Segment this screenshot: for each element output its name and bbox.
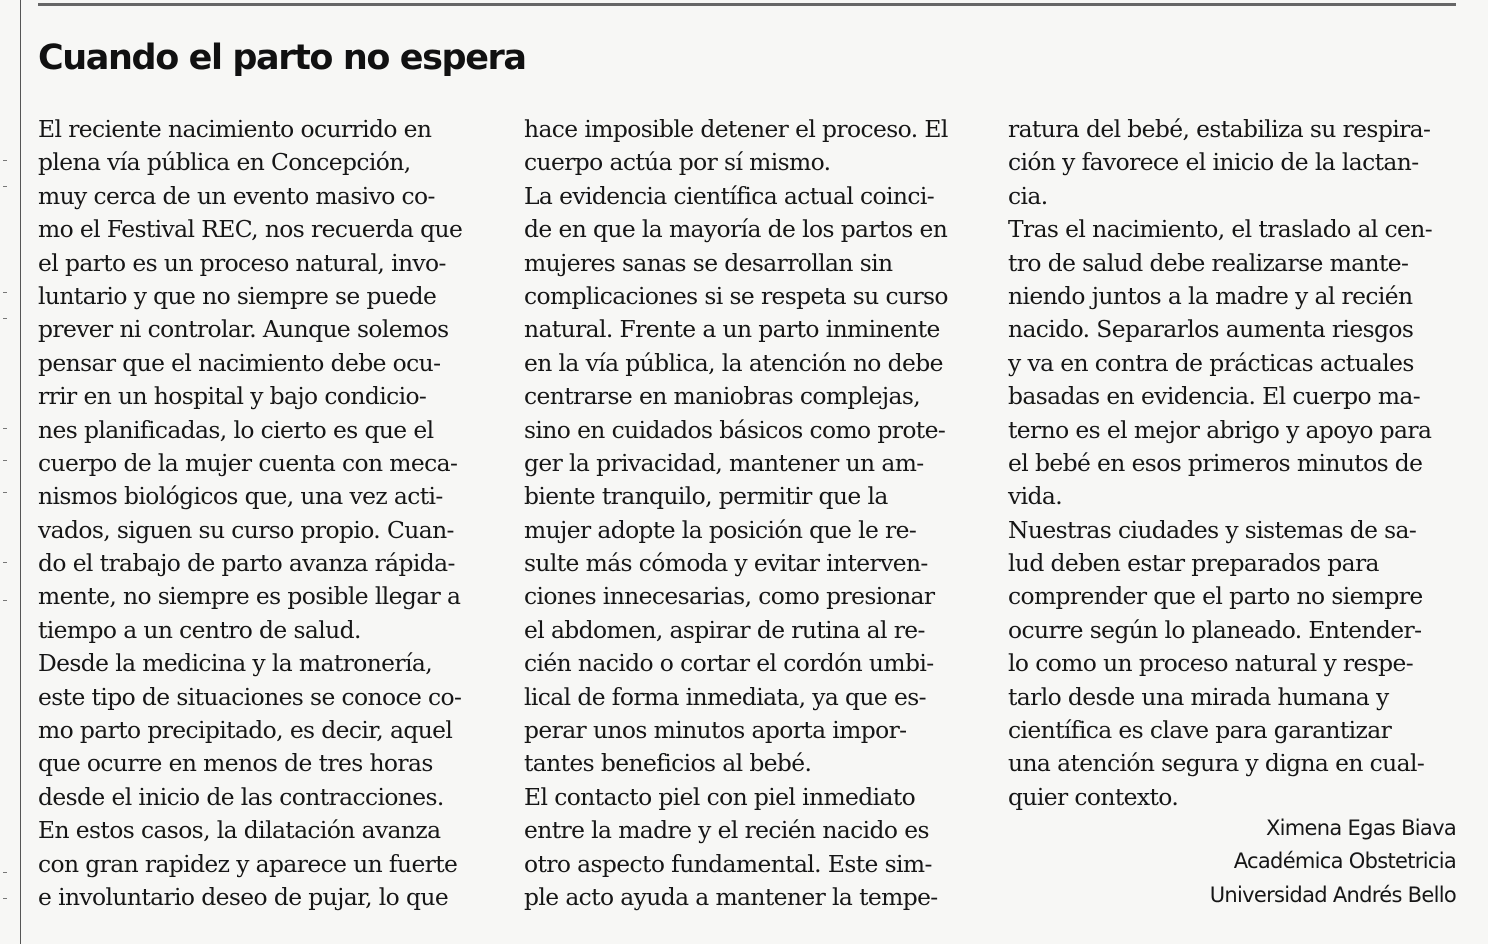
text-line: lical de forma inmediata, ya que es- (524, 682, 926, 711)
text-line: lud deben estar preparados para (1008, 549, 1379, 578)
margin-tick (3, 562, 7, 563)
text-line: hace imposible detener el proceso. El (524, 115, 948, 143)
text-line: cuerpo de la mujer cuenta con meca- (38, 448, 458, 477)
text-line: ger la privacidad, mantener un am- (524, 448, 924, 477)
margin-tick (3, 600, 7, 601)
text-line: el abdomen, aspirar de rutina al re- (524, 615, 925, 644)
text-line: natural. Frente a un parto inminente (524, 315, 940, 344)
text-line: biente tranquilo, permitir que la (524, 482, 888, 511)
text-line: niendo juntos a la madre y al recién (1008, 281, 1413, 310)
text-line: tiempo a un centro de salud. (38, 615, 361, 644)
text-line: prever ni controlar. Aunque solemos (38, 315, 449, 344)
text-line: cuerpo actúa por sí mismo. (524, 148, 831, 177)
left-column-rule (20, 0, 21, 944)
text-line: cia. (1008, 181, 1048, 210)
text-line: mo el Festival REC, nos recuerda que (38, 215, 463, 244)
text-line: entre la madre y el recién nacido es (524, 816, 929, 845)
margin-tick (3, 160, 7, 161)
text-line: lo como un proceso natural y respe- (1008, 649, 1414, 678)
text-line: el bebé en esos primeros minutos de (1008, 448, 1423, 477)
article-headline: Cuando el parto no espera (38, 38, 526, 78)
margin-tick (3, 318, 7, 319)
text-line: vida. (1008, 482, 1063, 511)
text-line: cién nacido o cortar el cordón umbi- (524, 649, 934, 678)
author-name: Ximena Egas Biava (1265, 816, 1456, 840)
text-line: do el trabajo de parto avanza rápida- (38, 549, 455, 578)
text-line: luntario y que no siempre se puede (38, 281, 437, 310)
text-line: tro de salud debe realizarse mante- (1008, 248, 1409, 277)
text-line: mujer adopte la posición que le re- (524, 515, 917, 544)
text-line: sino en cuidados básicos como prote- (524, 415, 946, 444)
text-line: terno es el mejor abrigo y apoyo para (1008, 415, 1432, 444)
text-line: que ocurre en menos de tres horas (38, 749, 433, 778)
text-line: Nuestras ciudades y sistemas de sa- (1008, 515, 1417, 544)
text-line: científica es clave para garantizar (1008, 716, 1392, 745)
text-line: e involuntario deseo de pujar, lo que (38, 882, 449, 911)
top-rule (38, 3, 1456, 6)
margin-tick (3, 872, 7, 873)
text-line: este tipo de situaciones se conoce co- (38, 682, 462, 711)
author-signature (1210, 812, 1456, 912)
text-line: mo parto precipitado, es decir, aquel (38, 716, 453, 745)
text-line: otro aspecto fundamental. Este sim- (524, 849, 932, 878)
author-role: Académica Obstetricia (1233, 849, 1456, 874)
margin-tick (3, 492, 7, 493)
text-line: sulte más cómoda y evitar interven- (524, 549, 928, 578)
text-line: pensar que el nacimiento debe ocu- (38, 348, 441, 377)
author-institution: Universidad Andrés Bello (1209, 882, 1456, 907)
text-line: tantes beneficios al bebé. (524, 749, 812, 778)
text-line: plena vía pública en Concepción, (38, 148, 411, 177)
text-line: El reciente nacimiento ocurrido en (38, 115, 432, 143)
text-line: perar unos minutos aporta impor- (524, 716, 907, 745)
text-line: quier contexto. (1008, 782, 1179, 811)
text-line: ciones innecesarias, como presionar (524, 582, 935, 611)
text-line: nismos biológicos que, una vez acti- (38, 482, 443, 511)
text-line: el parto es un proceso natural, invo- (38, 248, 446, 277)
text-line: rrir en un hospital y bajo condicio- (38, 382, 427, 411)
text-line: muy cerca de un evento masivo co- (38, 181, 435, 210)
text-line: basadas en evidencia. El cuerpo ma- (1008, 382, 1421, 411)
text-line: Desde la medicina y la matronería, (38, 649, 433, 678)
text-line: comprender que el parto no siempre (1008, 582, 1423, 611)
text-line: y va en contra de prácticas actuales (1008, 348, 1414, 377)
margin-tick (3, 292, 7, 293)
text-line: El contacto piel con piel inmediato (524, 782, 916, 811)
article-column-2 (524, 113, 948, 914)
text-line: complicaciones si se respeta su curso (524, 281, 948, 310)
article-column-1 (38, 113, 462, 914)
text-line: mujeres sanas se desarrollan sin (524, 248, 893, 277)
text-line: Tras el nacimiento, el traslado al cen- (1008, 215, 1433, 244)
margin-tick (3, 428, 7, 429)
text-line: vados, siguen su curso propio. Cuan- (38, 515, 454, 544)
text-line: En estos casos, la dilatación avanza (38, 816, 441, 845)
text-line: nes planificadas, lo cierto es que el (38, 415, 434, 444)
text-line: ratura del bebé, estabiliza su respira- (1008, 115, 1431, 143)
text-line: centrarse en maniobras complejas, (524, 382, 921, 411)
text-line: mente, no siempre es posible llegar a (38, 582, 461, 611)
text-line: tarlo desde una mirada humana y (1008, 682, 1389, 711)
text-line: ocurre según lo planeado. Entender- (1008, 615, 1422, 644)
margin-tick (3, 460, 7, 461)
text-line: ple acto ayuda a mantener la tempe- (524, 882, 938, 911)
text-line: de en que la mayoría de los partos en (524, 215, 948, 244)
text-line: una atención segura y digna en cual- (1008, 749, 1425, 778)
margin-tick (3, 898, 7, 899)
text-line: desde el inicio de las contracciones. (38, 782, 444, 811)
text-line: nacido. Separarlos aumenta riesgos (1008, 315, 1414, 344)
text-line: ción y favorece el inicio de la lactan- (1008, 148, 1419, 177)
text-line: en la vía pública, la atención no debe (524, 348, 943, 377)
text-line: con gran rapidez y aparece un fuerte (38, 849, 458, 878)
margin-tick (3, 186, 7, 187)
article-column-3 (1008, 113, 1432, 814)
text-line: La evidencia científica actual coinci- (524, 181, 935, 210)
